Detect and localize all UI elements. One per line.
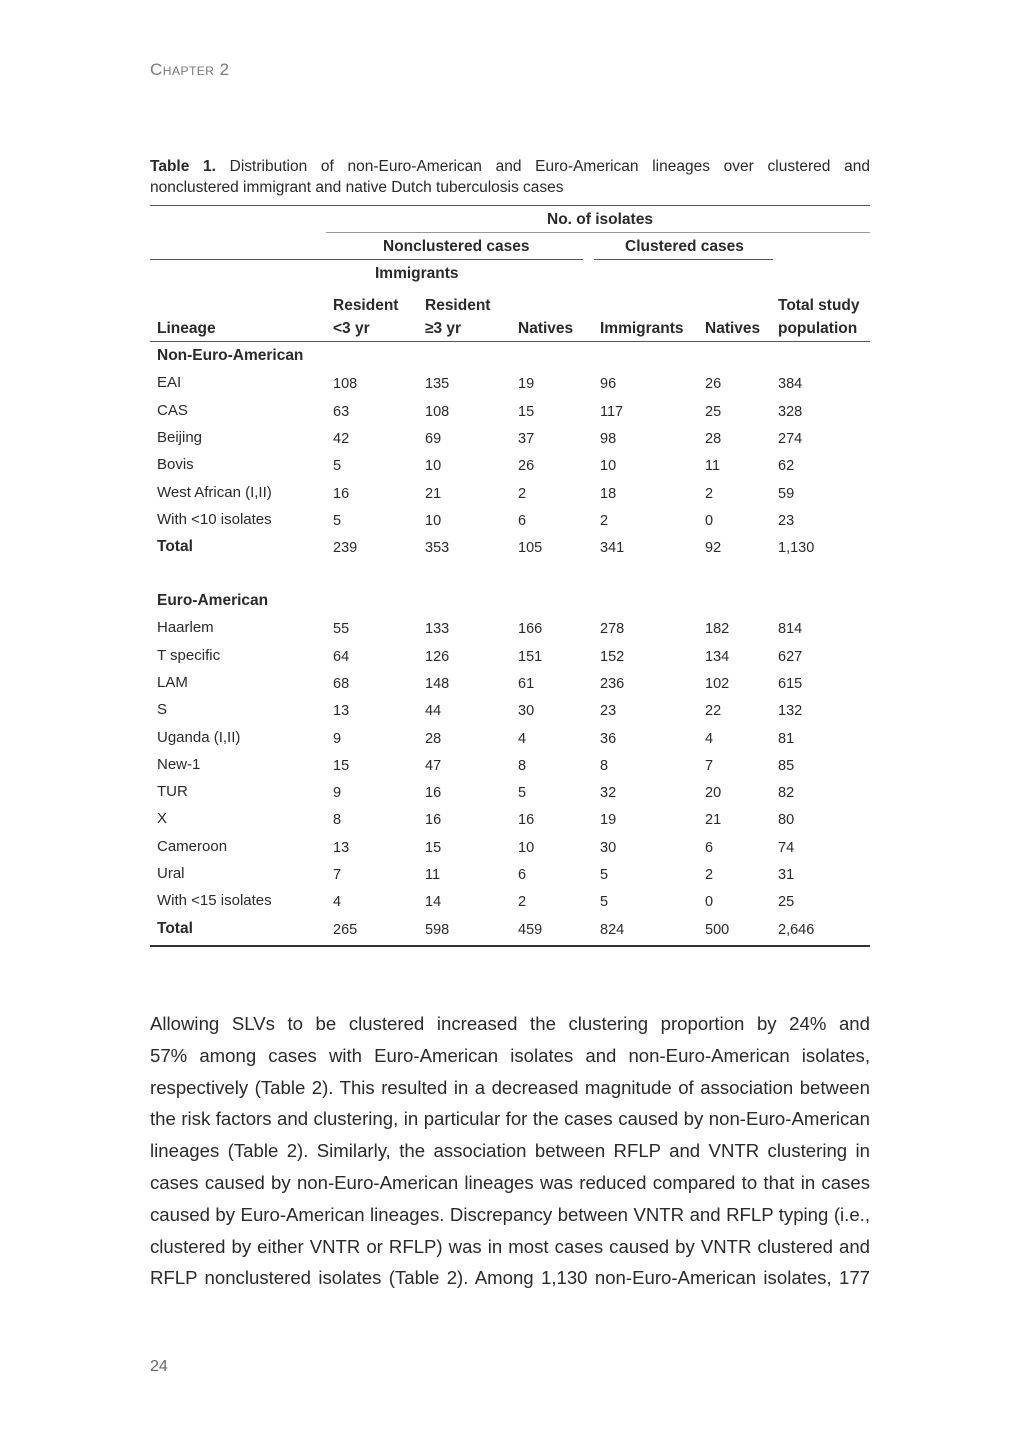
- value-cell: 5: [600, 867, 609, 883]
- value-cell: 6: [518, 867, 527, 883]
- value-cell: 239: [333, 540, 358, 557]
- lineage-cell: TUR: [157, 783, 188, 801]
- value-cell: 166: [518, 621, 543, 638]
- value-cell: 2,646: [778, 921, 815, 938]
- value-cell: 11: [705, 458, 721, 475]
- value-cell: 15: [425, 839, 442, 856]
- value-cell: 328: [778, 403, 803, 420]
- col-lineage: Lineage: [157, 320, 216, 337]
- value-cell: 2: [705, 867, 714, 883]
- lineage-cell: S: [157, 701, 168, 719]
- value-cell: 74: [778, 839, 795, 856]
- value-cell: 28: [705, 430, 722, 447]
- paragraph-line: 57% among cases with Euro-American isolates and non-Euro-American isolates,: [150, 1044, 870, 1066]
- lineage-cell: Uganda (I,II): [157, 728, 241, 746]
- value-cell: 80: [778, 812, 795, 829]
- value-cell: 8: [600, 757, 609, 774]
- lineage-cell: EAI: [157, 374, 182, 392]
- value-cell: 7: [333, 867, 342, 883]
- value-cell: 824: [600, 921, 625, 938]
- value-cell: 4: [518, 730, 527, 747]
- value-cell: 96: [600, 376, 617, 393]
- value-cell: 6: [518, 512, 527, 529]
- value-cell: 105: [518, 540, 543, 557]
- lineage-cell: Cameroon: [157, 837, 228, 855]
- value-cell: 13: [333, 703, 350, 720]
- caption-text-1: Distribution of non-Euro-American and Euro-American lineages over clustered and: [229, 158, 870, 175]
- paragraph-line: RFLP nonclustered isolates (Table 2). Among 1,130 non-Euro-American isolates, 177: [150, 1267, 870, 1289]
- value-cell: 598: [425, 921, 450, 938]
- value-cell: 37: [518, 430, 535, 447]
- value-cell: 814: [778, 621, 803, 638]
- value-cell: 384: [778, 376, 803, 393]
- nonclustered-rule: [150, 259, 583, 260]
- col-immigrants-c: Immigrants: [600, 320, 684, 337]
- paragraph-line: Allowing SLVs to be clustered increased the clustering proportion by 24% and: [150, 1013, 870, 1034]
- value-cell: 25: [705, 403, 722, 420]
- value-cell: 21: [425, 485, 442, 502]
- value-cell: 16: [425, 812, 442, 829]
- value-cell: 500: [705, 921, 730, 938]
- paragraph-line: the risk factors and clustering, in particular for the cases caused by non-Euro-American: [150, 1108, 870, 1130]
- value-cell: 9: [333, 730, 342, 747]
- value-cell: 134: [705, 648, 730, 665]
- value-cell: 98: [600, 430, 617, 447]
- value-cell: 14: [425, 894, 442, 911]
- value-cell: 152: [600, 648, 625, 665]
- page-number: 24: [150, 1358, 168, 1375]
- value-cell: 6: [705, 839, 714, 856]
- lineage-cell: With <10 isolates: [157, 510, 272, 528]
- value-cell: 64: [333, 648, 350, 665]
- lineage-cell: West African (I,II): [157, 483, 272, 501]
- value-cell: 23: [778, 512, 795, 529]
- value-cell: 11: [425, 867, 441, 883]
- value-cell: 353: [425, 540, 450, 557]
- value-cell: 21: [705, 812, 722, 829]
- value-cell: 15: [518, 403, 535, 420]
- section-title: Non-Euro-American: [157, 347, 304, 364]
- value-cell: 8: [333, 812, 342, 829]
- lineage-cell: With <15 isolates: [157, 892, 272, 910]
- caption-text-2: nonclustered immigrant and native Dutch tuberculosis cases: [150, 179, 564, 196]
- value-cell: 30: [518, 703, 535, 720]
- value-cell: 236: [600, 675, 625, 692]
- value-cell: 92: [705, 540, 722, 557]
- value-cell: 85: [778, 757, 795, 774]
- value-cell: 148: [425, 675, 450, 692]
- lineage-cell: Bovis: [157, 456, 194, 474]
- value-cell: 16: [518, 812, 535, 829]
- lineage-cell: Haarlem: [157, 619, 214, 637]
- value-cell: 2: [600, 512, 609, 529]
- value-cell: 9: [333, 785, 342, 802]
- value-cell: 61: [518, 675, 535, 692]
- value-cell: 117: [600, 403, 624, 420]
- body-paragraph: [150, 1008, 870, 1294]
- col-total-a: Total study: [778, 297, 860, 314]
- col-total-b: population: [778, 320, 858, 337]
- value-cell: 19: [518, 376, 535, 393]
- value-cell: 44: [425, 703, 442, 720]
- value-cell: 5: [333, 512, 342, 529]
- lineage-cell: New-1: [157, 755, 201, 773]
- paragraph-line: lineages (Table 2). Similarly, the association between RFLP and VNTR clustering in: [150, 1140, 870, 1162]
- value-cell: 10: [600, 458, 617, 475]
- caption-label: Table 1.: [150, 158, 216, 175]
- value-cell: 5: [518, 785, 527, 802]
- col-res-ge3-b: ≥3 yr: [425, 320, 462, 337]
- value-cell: 341: [600, 540, 625, 557]
- value-cell: 63: [333, 403, 350, 420]
- clustered-header: Clustered cases: [625, 238, 744, 255]
- col-res-ge3-a: Resident: [425, 297, 491, 314]
- value-cell: 55: [333, 621, 350, 638]
- value-cell: 47: [425, 757, 442, 774]
- paragraph-line: caused by Euro-American lineages. Discrepancy between VNTR and RFLP typing (i.e.,: [150, 1203, 870, 1225]
- lineage-cell: X: [157, 810, 168, 828]
- lineage-cell: T specific: [157, 646, 221, 664]
- value-cell: 10: [425, 512, 442, 529]
- group-header: No. of isolates: [547, 211, 653, 228]
- header-bottom-rule: [150, 341, 870, 342]
- value-cell: 1,130: [778, 540, 815, 557]
- value-cell: 10: [425, 458, 442, 475]
- value-cell: 68: [333, 675, 350, 692]
- lineage-cell: Total: [157, 919, 193, 937]
- value-cell: 459: [518, 921, 543, 938]
- nonclustered-header: Nonclustered cases: [383, 238, 530, 255]
- value-cell: 30: [600, 839, 617, 856]
- value-cell: 4: [705, 730, 714, 747]
- value-cell: 2: [705, 485, 714, 502]
- value-cell: 8: [518, 757, 527, 774]
- value-cell: 25: [778, 894, 795, 911]
- value-cell: 69: [425, 430, 442, 447]
- col-natives-nc: Natives: [518, 320, 574, 337]
- group-rule: [326, 232, 870, 233]
- value-cell: 13: [333, 839, 350, 856]
- value-cell: 16: [333, 485, 350, 502]
- value-cell: 4: [333, 894, 342, 911]
- value-cell: 81: [778, 730, 795, 747]
- value-cell: 36: [600, 730, 617, 747]
- table-caption: [150, 156, 870, 198]
- clustered-rule: [594, 259, 773, 260]
- col-res-lt3-a: Resident: [333, 297, 399, 314]
- value-cell: 26: [518, 458, 535, 475]
- value-cell: 627: [778, 648, 803, 665]
- value-cell: 132: [778, 703, 803, 720]
- value-cell: 182: [705, 621, 730, 638]
- value-cell: 102: [705, 675, 730, 692]
- value-cell: 20: [705, 785, 722, 802]
- value-cell: 274: [778, 430, 803, 447]
- paragraph-line: respectively (Table 2). This resulted in a decreased magnitude of association between: [150, 1076, 870, 1098]
- value-cell: 28: [425, 730, 442, 747]
- value-cell: 19: [600, 812, 617, 829]
- value-cell: 5: [600, 894, 609, 911]
- value-cell: 126: [425, 648, 450, 665]
- value-cell: 133: [425, 621, 450, 638]
- value-cell: 16: [425, 785, 442, 802]
- table-top-rule: [150, 205, 870, 206]
- col-res-lt3-b: <3 yr: [333, 320, 370, 337]
- value-cell: 151: [518, 648, 543, 665]
- lineage-cell: LAM: [157, 673, 188, 691]
- value-cell: 18: [600, 485, 617, 502]
- paragraph-line: cases caused by non-Euro-American lineages was reduced compared to that in cases: [150, 1171, 870, 1193]
- value-cell: 15: [333, 757, 350, 774]
- paragraph-line: clustered by either VNTR or RFLP) was in most cases caused by VNTR clustered and: [150, 1235, 870, 1257]
- value-cell: 108: [425, 403, 450, 420]
- lineage-cell: Beijing: [157, 428, 203, 446]
- lineage-cell: CAS: [157, 401, 188, 419]
- value-cell: 59: [778, 485, 795, 502]
- col-natives-c: Natives: [705, 320, 761, 337]
- value-cell: 7: [705, 757, 714, 774]
- value-cell: 32: [600, 785, 617, 802]
- value-cell: 2: [518, 894, 527, 911]
- value-cell: 31: [778, 867, 795, 883]
- value-cell: 26: [705, 376, 722, 393]
- value-cell: 22: [705, 703, 722, 720]
- value-cell: 0: [705, 894, 714, 911]
- value-cell: 10: [518, 839, 535, 856]
- value-cell: 615: [778, 675, 803, 692]
- value-cell: 23: [600, 703, 617, 720]
- value-cell: 82: [778, 785, 795, 802]
- value-cell: 135: [425, 376, 450, 393]
- value-cell: 265: [333, 921, 358, 938]
- table-bottom-rule: [150, 945, 870, 947]
- lineage-cell: Ural: [157, 865, 185, 882]
- chapter-heading: Chapter 2: [150, 60, 230, 79]
- value-cell: 5: [333, 458, 342, 475]
- value-cell: 0: [705, 512, 714, 529]
- value-cell: 42: [333, 430, 350, 447]
- value-cell: 278: [600, 621, 625, 638]
- lineage-cell: Total: [157, 538, 193, 556]
- value-cell: 2: [518, 485, 527, 502]
- immigrants-header: Immigrants: [375, 265, 459, 282]
- value-cell: 62: [778, 458, 795, 475]
- section-title: Euro-American: [157, 592, 269, 609]
- value-cell: 108: [333, 376, 358, 393]
